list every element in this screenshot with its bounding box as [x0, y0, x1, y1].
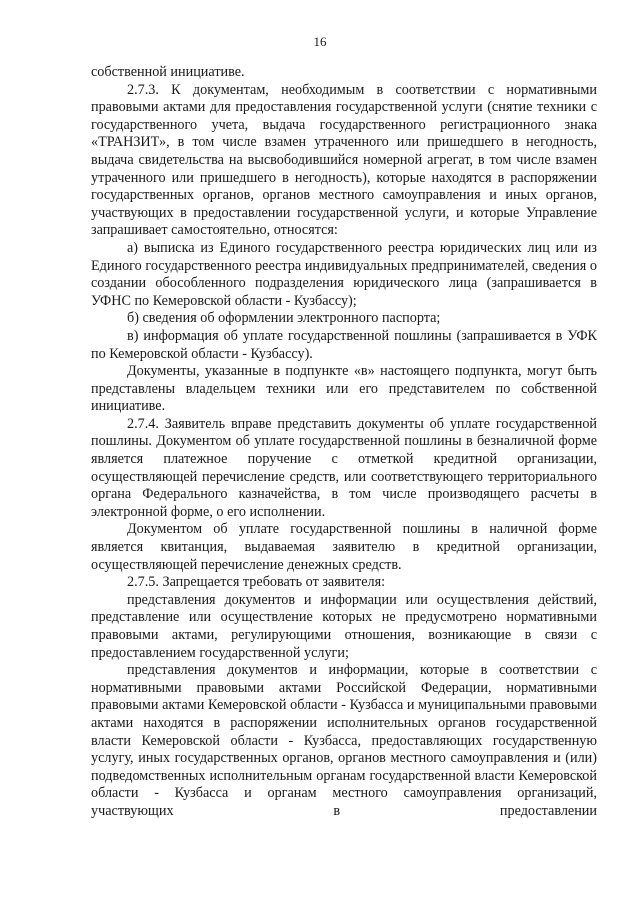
paragraph-2-7-3: 2.7.3. К документам, необходимым в соответствии с нормативными правовыми актами для предоставления государственной услуги (снятие техники с государственного учета, выдача государственного регистрационного знака «ТРАНЗИТ», в том числе взамен утраченного или пришедшего в негодность, выдача свидетельства на высвободившийся номерной агрегат, в том числе взамен утраченного или пришедшего в негодность), которые находятся в распоряжении государственных органов, органов местного самоуправления и иных органов, участвующих в предоставлении государственной услуги, и которые Управление запрашивает самостоятельно, относятся: [91, 81, 597, 239]
paragraph-item-b: б) сведения об оформлении электронного паспорта; [127, 310, 441, 327]
document-body [91, 64, 597, 821]
paragraph-cash-payment: Документом об уплате государственной пошлины в наличной форме является квитанция, выдаваемая заявителю в кредитной организации, осуществляющей перечисление денежных средств. [91, 521, 597, 573]
page-number: 16 [313, 34, 327, 49]
paragraph-continuation: собственной инициативе. [91, 64, 245, 80]
paragraph-item-a: а) выписка из Единого государственного реестра юридических лиц или из Единого государственного реестра индивидуальных предпринимателей, сведения о создании обособленного подразделения юридического лица (запрашивается в УФНС по Кемеровской области - Кузбассу); [91, 239, 597, 309]
paragraph-documents-note: Документы, указанные в подпункте «в» настоящего подпункта, могут быть представлены владельцем техники или его представителем по собственной инициативе. [91, 363, 597, 415]
paragraph-prohibition-2: представления документов и информации, которые в соответствии с нормативными правовыми актами Российской Федерации, нормативными правовыми актами Кемеровской области - Кузбасса и муниципальными правовыми актами находятся в распоряжении исполнительных органов государственной власти Кемеровской области - Кузбасса, предоставляющих государственную услугу, иных государственных органов, органов местного самоуправления и (или) подведомственных исполнительным органам государственной власти Кемеровской области - Кузбасса и органам местного самоуправления организаций, участвующих в предоставлении [91, 662, 597, 819]
paragraph-prohibition-1: представления документов и информации или осуществления действий, представление или осуществление которых не предусмотрено нормативными правовыми актами, регулирующими отношения, возникающие в связи с предоставлением государственной услуги; [91, 591, 597, 661]
paragraph-2-7-4: 2.7.4. Заявитель вправе представить документы об уплате государственной пошлины. Документом об уплате государственной пошлины в безналичной форме является платежное поручение с отметкой кредитной организации, осуществляющей перечисление средств, или соответствующего территориального органа Федерального казначейства, в том числе производящего расчеты в электронной форме, о его исполнении. [91, 415, 597, 520]
paragraph-item-v: в) информация об уплате государственной пошлины (запрашивается в УФК по Кемеровской области - Кузбассу). [91, 327, 597, 362]
paragraph-2-7-5: 2.7.5. Запрещается требовать от заявителя: [127, 574, 386, 591]
